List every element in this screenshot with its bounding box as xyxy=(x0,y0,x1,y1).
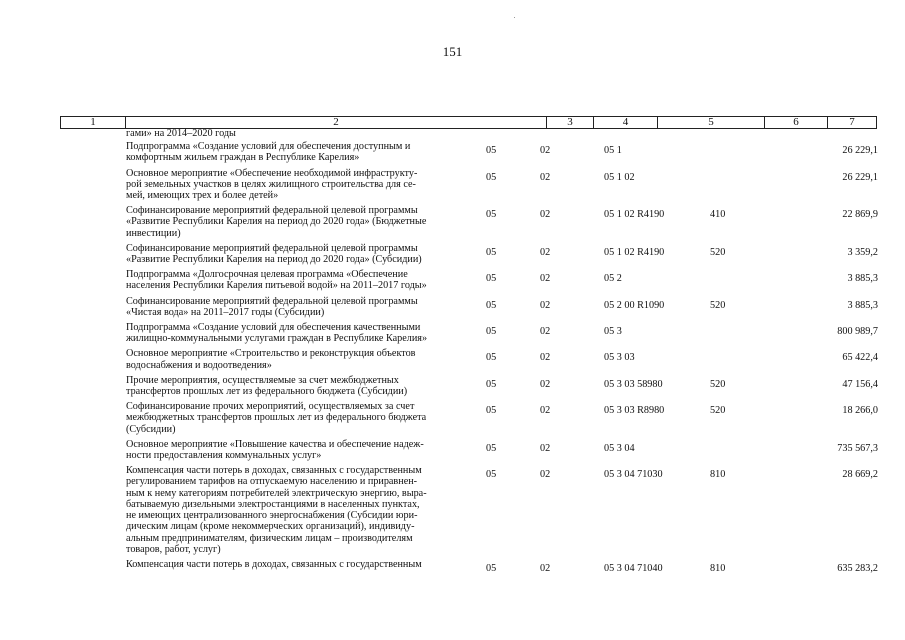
row-subsection: 02 xyxy=(540,299,551,311)
row-name: Компенсация части потерь в доходах, связанных с государственным регулированием тарифов на отпускаемую населению и приравнен- ным к нему категориям потребителей электрическую энергию, выра- батываемую дизельными электростанциями в населенных пунктах, не имеющих централизованного энергоснабжения (Субсидии юри- дическим лицам (кроме некоммерческих организаций), индивиду- альным предпринимателям, физическим лицам – производителям товаров, работ, услуг) xyxy=(126,465,427,555)
row-name: Софинансирование мероприятий федеральной целевой программы «Развитие Республики Карелия на период до 2020 года» (Субсидии) xyxy=(126,242,422,266)
row-subsection: 02 xyxy=(540,405,551,417)
row-subsection: 02 xyxy=(540,246,551,258)
row-target-code: 05 1 02 R4190 xyxy=(604,246,665,258)
row-target-code: 05 2 xyxy=(604,273,622,285)
row-section: 05 xyxy=(486,562,497,574)
row-subsection: 02 xyxy=(540,171,551,183)
row-section: 05 xyxy=(486,326,497,338)
table-row-continuation xyxy=(60,128,880,139)
row-expense-type xyxy=(708,348,790,370)
table-row xyxy=(60,465,880,555)
row-amount: 800 989,7 xyxy=(837,326,878,338)
row-name: Основное мероприятие «Повышение качества и обеспечение надеж- ности предоставления коммунальных услуг» xyxy=(126,438,424,462)
table-row xyxy=(60,348,880,370)
row-expense-type: 520 xyxy=(710,299,726,311)
table-row xyxy=(60,296,880,318)
row-name: Подпрограмма «Долгосрочная целевая программа «Обеспечение населения Республики Карелия питьевой водой» на 2011–2017 годы» xyxy=(126,269,427,292)
header-col-3: 3 xyxy=(547,117,594,128)
row-target-code: 05 1 02 R4190 xyxy=(604,209,665,221)
row-section: 05 xyxy=(486,442,497,454)
table-row xyxy=(60,322,880,344)
row-name: Подпрограмма «Создание условий для обеспечения качественными жилищно-коммунальными услугами граждан в Республике Карелия» xyxy=(126,322,428,345)
row-subsection: 02 xyxy=(540,209,551,221)
row-subsection: 02 xyxy=(540,145,551,157)
header-col-2: 2 xyxy=(126,117,547,128)
table-row xyxy=(60,559,880,574)
scan-dot xyxy=(514,17,515,18)
row-section: 05 xyxy=(486,246,497,258)
table-row xyxy=(60,141,880,163)
row-subsection: 02 xyxy=(540,378,551,390)
row-amount: 3 885,3 xyxy=(847,273,878,285)
row-target-code: 05 1 xyxy=(604,145,622,157)
page-number: 151 xyxy=(442,44,463,59)
row-name: Основное мероприятие «Обеспечение необходимой инфраструкту- рой земельных участков в целях жилищного строительства для се- мей, имеющих трех и более детей» xyxy=(126,167,418,202)
table-row xyxy=(60,375,880,397)
header-col-5: 5 xyxy=(658,117,765,128)
row-amount: 28 669,2 xyxy=(842,469,878,481)
table-row xyxy=(60,205,880,239)
row-section: 05 xyxy=(486,378,497,390)
row-amount: 47 156,4 xyxy=(842,378,878,390)
row-amount: 65 422,4 xyxy=(842,352,878,364)
row-target-code: 05 3 04 xyxy=(604,442,635,454)
row-target-code: 05 3 03 xyxy=(604,352,635,364)
row-name: Софинансирование прочих мероприятий, осуществляемых за счет межбюджетных трансфертов прошлых лет из федерального бюджета (Субсидии) xyxy=(126,401,427,435)
header-col-1: 1 xyxy=(61,117,126,128)
row-section: 05 xyxy=(486,405,497,417)
table-row xyxy=(60,439,880,461)
row-expense-type: 810 xyxy=(710,469,726,481)
row-section: 05 xyxy=(486,299,497,311)
table-body xyxy=(60,128,880,578)
row-target-code: 05 3 03 58980 xyxy=(604,378,663,390)
row-target-code: 05 3 04 71040 xyxy=(604,562,663,574)
table-row xyxy=(60,401,880,435)
table-row xyxy=(60,243,880,265)
header-col-4: 4 xyxy=(594,117,658,128)
row-section: 05 xyxy=(486,209,497,221)
row-amount: 18 266,0 xyxy=(842,405,878,417)
table-row xyxy=(60,269,880,291)
row-name: Софинансирование мероприятий федеральной целевой программы «Чистая вода» на 2011–2017 годы (Субсидии) xyxy=(126,295,418,318)
row-target-code: 05 3 xyxy=(604,326,622,338)
row-name: Софинансирование мероприятий федеральной целевой программы «Развитие Республики Карелия на период до 2020 года» (Бюджетные инвестиции) xyxy=(126,205,427,239)
row-section: 05 xyxy=(486,145,497,157)
header-col-6: 6 xyxy=(765,117,828,128)
row-name: Основное мероприятие «Строительство и реконструкция объектов водоснабжения и водоотведения» xyxy=(126,348,416,371)
row-amount: 26 229,1 xyxy=(842,145,878,157)
row-section: 05 xyxy=(486,469,497,481)
row-name: Подпрограмма «Создание условий для обеспечения доступным и комфортным жильем граждан в Республике Карелия» xyxy=(126,141,411,164)
row-expense-type xyxy=(708,269,790,291)
row-section: 05 xyxy=(486,352,497,364)
row-name: Компенсация части потерь в доходах, связанных с государственным xyxy=(126,558,422,570)
row-amount: 26 229,1 xyxy=(842,171,878,183)
table-row xyxy=(60,168,880,202)
row-expense-type: 410 xyxy=(710,209,726,221)
row-expense-type xyxy=(708,168,790,202)
row-expense-type: 520 xyxy=(710,405,726,417)
row-expense-type xyxy=(708,439,790,461)
row-target-code: 05 3 04 71030 xyxy=(604,469,663,481)
row-amount: 735 567,3 xyxy=(837,442,878,454)
row-amount: 3 359,2 xyxy=(847,246,878,258)
row-subsection: 02 xyxy=(540,326,551,338)
row-expense-type: 810 xyxy=(710,562,726,574)
row-subsection: 02 xyxy=(540,562,551,574)
row-target-code: 05 3 03 R8980 xyxy=(604,405,665,417)
row-subsection: 02 xyxy=(540,442,551,454)
row-subsection: 02 xyxy=(540,273,551,285)
row-amount: 3 885,3 xyxy=(847,299,878,311)
row-amount: 635 283,2 xyxy=(837,562,878,574)
row-subsection: 02 xyxy=(540,469,551,481)
row-subsection: 02 xyxy=(540,352,551,364)
row-expense-type xyxy=(708,322,790,344)
row-expense-type: 520 xyxy=(710,378,726,390)
header-col-7: 7 xyxy=(849,116,855,128)
row-section: 05 xyxy=(486,273,497,285)
row-expense-type xyxy=(708,141,790,163)
row-target-code: 05 1 02 xyxy=(604,171,635,183)
row-name: Прочие мероприятия, осуществляемые за счет межбюджетных трансфертов прошлых лет из федерального бюджета (Субсидии) xyxy=(126,374,408,398)
row-section: 05 xyxy=(486,171,497,183)
row-target-code: 05 2 00 R1090 xyxy=(604,299,665,311)
row-expense-type: 520 xyxy=(710,246,726,258)
row-name: гами» на 2014–2020 годы xyxy=(126,128,236,139)
row-amount: 22 869,9 xyxy=(842,209,878,221)
